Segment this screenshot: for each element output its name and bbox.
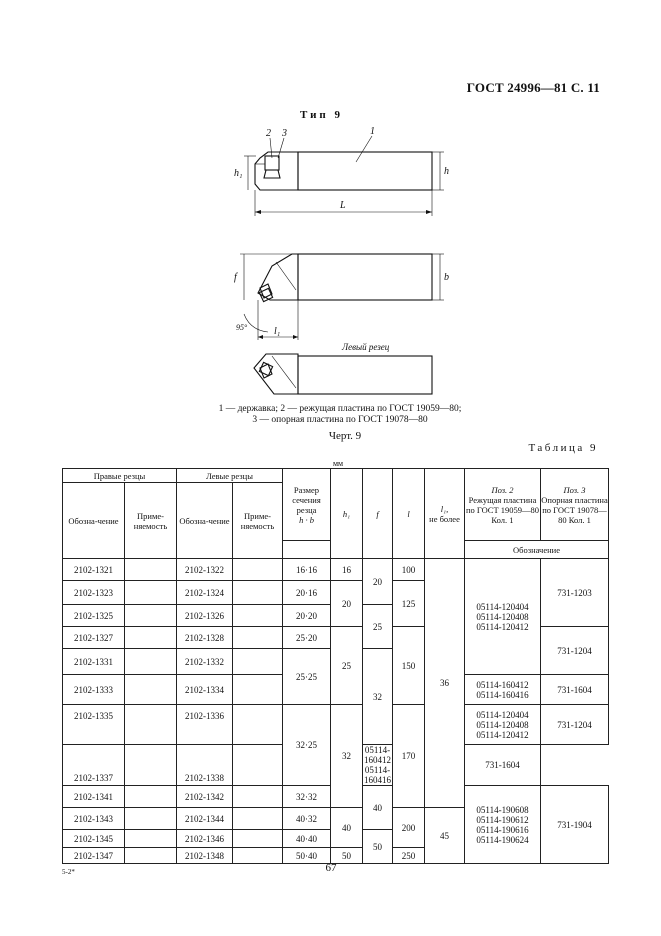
pos2-group-2: 05114-160412 05114-160416	[465, 675, 541, 705]
table-row: 2102-1333 2102-1334 05114-160412 05114-160416 731-1604	[63, 675, 609, 705]
table-row: 2102-1341 2102-1342 32·32 40 05114-190608 05114-190612 05114-190616 05114-190624 731-1904	[63, 786, 609, 808]
pos2-group-5: 05114-190608 05114-190612 05114-190616 05114-190624	[465, 786, 541, 864]
dim-f: f	[234, 272, 237, 283]
header-pos2: Поз. 2 Режущая пластина по ГОСТ 19059—80 Кол. 1	[465, 469, 541, 541]
cutter-drawing	[230, 118, 460, 403]
pos2-group-3: 05114-120404 05114-120408 05114-120412	[465, 705, 541, 745]
table-row: 2102-1327 2102-1328 25·20 25 150 731-1204	[63, 627, 609, 649]
pos2-group-1: 05114-120404 05114-120408 05114-120412	[465, 559, 541, 675]
header-right-cutters: Правые резцы	[63, 469, 177, 483]
table-row: 2102-1345 2102-1346 40·40 50	[63, 830, 609, 848]
dim-angle: 95°	[236, 323, 248, 332]
table-row: 2102-1325 2102-1326 20·20 25	[63, 605, 609, 627]
document-header: ГОСТ 24996—81 С. 11	[466, 80, 600, 95]
table-row: 2102-1337 2102-1338 05114-160412 05114-160416 731-1604	[63, 745, 609, 786]
header-designation: Обозначение	[465, 541, 609, 559]
table-row: 2102-1323 2102-1324 20·16 20 125	[63, 581, 609, 605]
header-left-application: Приме-няемость	[233, 483, 283, 559]
figure-label: Черт. 9	[328, 430, 362, 442]
header-section-blank	[283, 541, 331, 559]
table-row: 2102-1343 2102-1344 40·32 40 200 45	[63, 808, 609, 830]
callout-1: 1	[370, 126, 375, 137]
figure-type-title: Тип 9	[300, 109, 343, 121]
header-pos3: Поз. 3 Опорная пластина по ГОСТ 19078—80 Кол. 1	[541, 469, 609, 541]
pos2-group-4: 05114-160412 05114-160416	[364, 745, 391, 785]
table-row: 2102-1321 2102-1322 16·16 16 20 100 36 05114-120404 05114-120408 05114-120412 731-1203	[63, 559, 609, 581]
dim-b: b	[444, 272, 449, 283]
header-l: l	[393, 469, 425, 559]
header-right-designation: Обозна-чение	[63, 483, 125, 559]
callout-2: 2	[266, 128, 271, 139]
callout-3: 3	[282, 128, 287, 139]
table-row: 2102-1335 2102-1336 32·25 32 170 05114-120404 05114-120408 05114-120412 731-1204	[63, 705, 609, 745]
left-cutter-label: Левый резец	[342, 342, 390, 352]
header-right-application: Приме-няемость	[125, 483, 177, 559]
header-section: Размер сечения резца h · b	[283, 469, 331, 541]
table-title: Таблица 9	[528, 442, 598, 454]
caption-line-2: 3 — опорная пластина по ГОСТ 19078—80	[252, 415, 428, 425]
header-f: f	[363, 469, 393, 559]
caption-line-1: 1 — державка; 2 — режущая пластина по ГОСТ 19059—80;	[218, 404, 462, 414]
header-left-designation: Обозна-чение	[177, 483, 233, 559]
header-l1: l₁, не более	[425, 469, 465, 559]
dim-L: L	[340, 200, 346, 211]
table-row: 2102-1347 2102-1348 50·40 50 250	[63, 848, 609, 864]
table-units: мм	[332, 459, 344, 468]
header-h1: h₁	[331, 469, 363, 559]
footer-mark: 5-2*	[62, 868, 75, 876]
header-left-cutters: Левые резцы	[177, 469, 283, 483]
page-number: 67	[325, 862, 337, 874]
dim-l1: l₁	[274, 326, 281, 337]
figure-caption	[150, 404, 530, 426]
dim-h: h	[444, 166, 449, 177]
parts-table	[62, 468, 609, 864]
table-row: 2102-1331 2102-1332 25·25 32	[63, 649, 609, 675]
dim-h1: h₁	[234, 168, 243, 179]
